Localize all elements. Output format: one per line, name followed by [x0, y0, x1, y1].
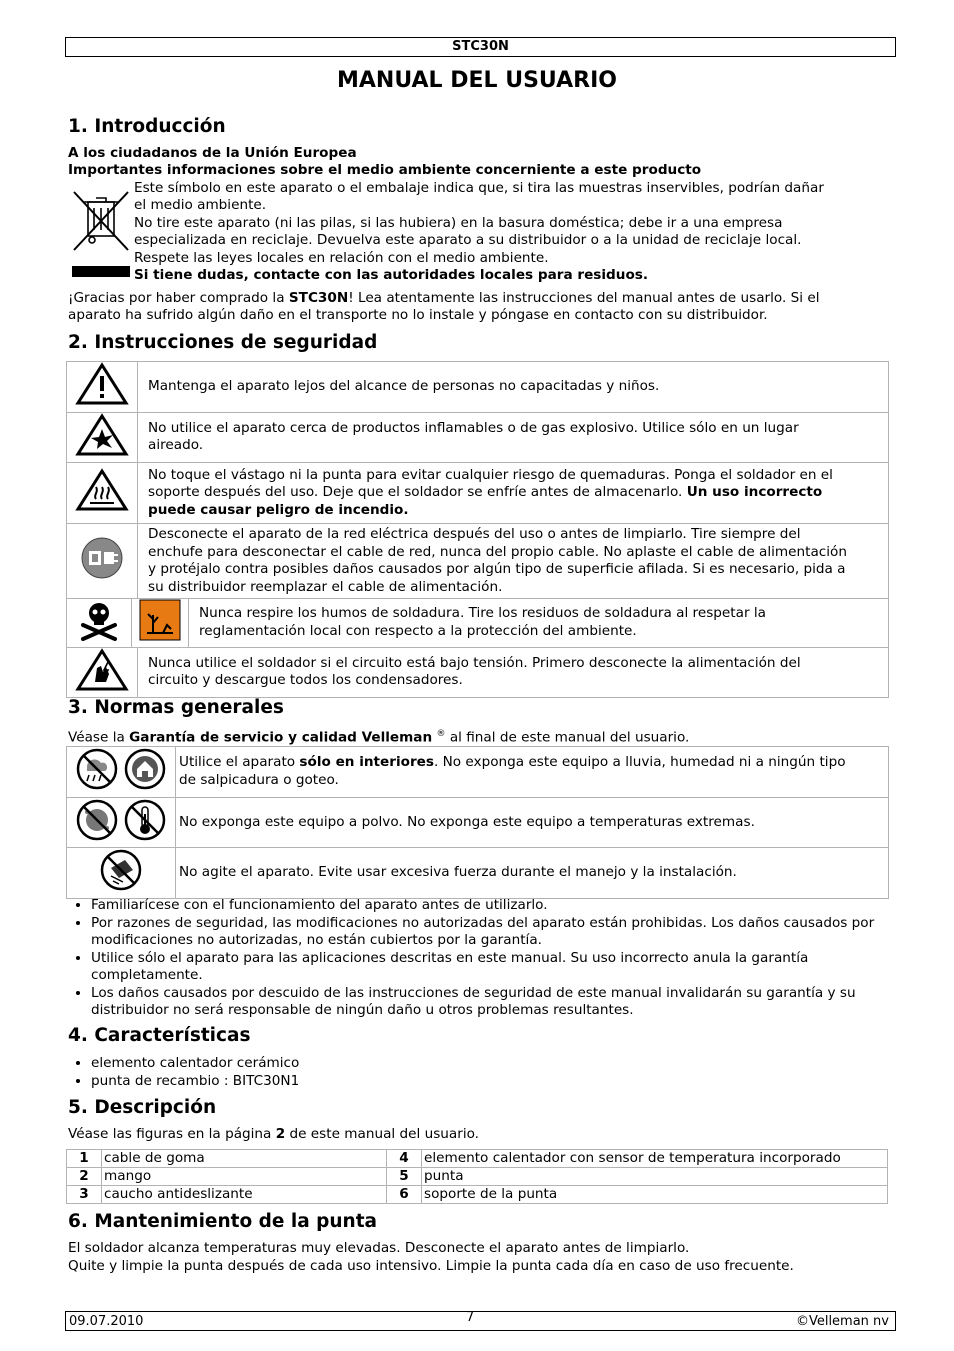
unplug-icon [80, 536, 124, 580]
no-live-circuit-icon [75, 648, 129, 692]
safety-row [67, 647, 889, 698]
part-label: soporte de la punta [422, 1186, 888, 1204]
list-item: • elemento calentador cerámico [91, 1055, 891, 1073]
part-label: caucho antideslizante [102, 1186, 387, 1204]
maintenance-line-2: Quite y limpie la punta después de cada uso intensivo. Limpie la punta cada día en caso de uso frecuente. [68, 1258, 794, 1274]
safety-toxic-inner [67, 599, 888, 647]
safety-text-line [148, 484, 885, 502]
thanks-line-2: aparato ha sufrido algún daño en el transporte no lo instale y póngase en contacto con su distribuidor. [68, 307, 768, 323]
general-table [66, 746, 889, 899]
no-shaking-icon [99, 848, 143, 892]
safety-warning-bold: Un uso incorrecto [686, 484, 823, 501]
registered-mark: ® [436, 729, 446, 739]
list-item: • Los daños causados por descuido de las instrucciones de seguridad de este manual invalidarán su garantía y su distribuidor no será responsable de ningún daño u otros problemas resultantes. [91, 985, 891, 1020]
safety-icon-cell [132, 599, 189, 647]
features-list [68, 1055, 891, 1090]
general-text-cell [176, 797, 889, 848]
safety-text-cell [138, 463, 889, 524]
part-number: 5 [387, 1168, 422, 1186]
general-row [67, 848, 889, 899]
no-rain-icon [73, 747, 169, 791]
section-heading-features: 4. Características [68, 1025, 251, 1046]
safety-text-line: y protéjalo contra posibles daños causados por algún tipo de superficie afilada. Si es necesario, pida a [148, 561, 846, 577]
warranty-ref-pre: Véase la [68, 729, 130, 746]
no-extreme-temperature-icon [126, 801, 164, 839]
safety-warning-bold: puede causar peligro de incendio. [148, 501, 409, 518]
thanks-line-1 [68, 290, 819, 308]
safety-text-line: su distribuidor reemplazar el cable de alimentación. [148, 578, 503, 595]
header-model-box [65, 37, 896, 57]
weee-contact-bold: Si tiene dudas, contacte con las autoridades locales para residuos. [134, 267, 649, 283]
page-number: 7 [466, 1310, 475, 1325]
general-bullet-list [68, 897, 891, 1020]
list-item: • Familiarícese con el funcionamiento del aparato antes de utilizarlo. [91, 897, 891, 915]
weee-text-line-4: especializada en reciclaje. Devuelva este aparato a su distribuidor o a la unidad de reciclaje local. [134, 232, 802, 248]
part-number: 3 [67, 1186, 102, 1204]
safety-text-line: No toque el vástago ni la punta para evitar cualquier riesgo de quemaduras. Ponga el soldador en el [148, 466, 833, 483]
footer-date: 09.07.2010 [69, 1314, 144, 1329]
list-item: • Por razones de seguridad, las modificaciones no autorizadas del aparato están prohibidas. Los daños causados por modificaciones no autorizadas, no están cubiertos por la garantía. [91, 915, 891, 950]
explosive-icon [75, 413, 129, 457]
safety-toxic-cell [67, 599, 889, 648]
figures-ref-post: de este manual del usuario. [285, 1126, 479, 1142]
no-dust-icon [73, 798, 169, 842]
figures-ref-pre: Véase las figuras en la página [68, 1126, 276, 1142]
safety-row [67, 362, 889, 413]
weee-bin-icon [70, 188, 132, 280]
hot-surface-icon [75, 468, 129, 512]
safety-text-line: circuito y descargue todos los condensadores. [148, 672, 463, 689]
general-text-cell [176, 848, 889, 899]
weee-text-line-5: Respete las leyes locales en relación con el medio ambiente. [134, 250, 549, 266]
indoor-use-icon [126, 750, 164, 788]
footer-copyright: ©Velleman nv [795, 1314, 889, 1329]
weee-text-line-2: el medio ambiente. [134, 197, 267, 213]
safety-icon-cell [67, 362, 138, 413]
safety-row [67, 463, 889, 524]
environment-hazard-icon [139, 599, 181, 641]
safety-text-cell [189, 599, 889, 647]
safety-text-cell [138, 647, 889, 698]
warning-icon [75, 362, 129, 406]
figures-reference [68, 1126, 479, 1144]
environment-info-title: Importantes informaciones sobre el medio ambiente concerniente a este producto [68, 162, 702, 178]
indoor-only-bold: sólo en interiores [299, 754, 434, 771]
general-text-line: de salpicadura o goteo. [179, 771, 339, 788]
safety-text-line: Desconecte el aparato de la red eléctrica después del uso o antes de limpiarlo. Tire siempre del [148, 526, 801, 542]
part-number: 2 [67, 1168, 102, 1186]
footer-box [65, 1311, 896, 1331]
general-icon-cell [67, 747, 176, 798]
general-text-span: Utilice el aparato [179, 754, 300, 771]
general-row [67, 747, 889, 798]
parts-table [66, 1149, 888, 1204]
part-number: 1 [67, 1150, 102, 1168]
part-label: mango [102, 1168, 387, 1186]
general-text-line: No exponga este equipo a polvo. No exponga este equipo a temperaturas extremas. [179, 813, 755, 830]
general-text-line [179, 754, 885, 772]
table-row [67, 1186, 888, 1204]
safety-icon-cell [67, 647, 138, 698]
thanks-post: ! Lea atentamente las instrucciones del manual antes de usarlo. Si el [348, 290, 820, 306]
safety-text-cell [138, 524, 889, 599]
safety-icon-cell [67, 463, 138, 524]
safety-text-line: No utilice el aparato cerca de productos inflamables o de gas explosivo. Utilice sólo en un lugar [148, 419, 799, 436]
list-item: • Utilice sólo el aparato para las aplicaciones descritas en este manual. Su uso incorrecto anula la garantía completamente. [91, 950, 891, 985]
section-heading-maintenance: 6. Mantenimiento de la punta [68, 1211, 378, 1232]
section-heading-general: 3. Normas generales [68, 697, 284, 718]
part-number: 4 [387, 1150, 422, 1168]
safety-text-line: Nunca respire los humos de soldadura. Tire los residuos de soldadura al respetar la [199, 605, 766, 622]
part-number: 6 [387, 1186, 422, 1204]
safety-icon-cell [67, 599, 132, 647]
warranty-ref-post: al final de este manual del usuario. [445, 729, 690, 746]
thanks-pre: ¡Gracias por haber comprado la [68, 290, 289, 306]
general-row [67, 797, 889, 848]
general-icon-cell [67, 797, 176, 848]
part-label: cable de goma [102, 1150, 387, 1168]
maintenance-line-1: El soldador alcanza temperaturas muy elevadas. Desconecte el aparato antes de limpiarlo. [68, 1240, 690, 1256]
safety-table [66, 361, 889, 698]
table-row [67, 1168, 888, 1186]
section-heading-safety: 2. Instrucciones de seguridad [68, 332, 378, 353]
safety-icon-cell [67, 412, 138, 463]
general-text-line: No agite el aparato. Evite usar excesiva fuerza durante el manejo y la instalación. [179, 864, 737, 880]
safety-text-cell [138, 412, 889, 463]
general-icon-cell [67, 848, 176, 899]
safety-row [67, 412, 889, 463]
list-item: • punta de recambio : BITC30N1 [91, 1073, 891, 1091]
safety-text-line: aireado. [148, 437, 204, 454]
safety-row [67, 524, 889, 599]
safety-text-line: reglamentación local con respecto a la protección del ambiente. [199, 622, 637, 639]
document-title: MANUAL DEL USUARIO [337, 68, 617, 93]
part-label: elemento calentador con sensor de temperatura incorporado [422, 1150, 888, 1168]
safety-text-cell [138, 362, 889, 413]
figures-ref-page: 2 [275, 1126, 286, 1142]
safety-row [67, 599, 889, 648]
general-text-cell [176, 747, 889, 798]
safety-text-line: enchufe para desconectar el cable de red, nunca del propio cable. No aplaste el cable de alimentación [148, 543, 847, 560]
safety-text-line: Mantenga el aparato lejos del alcance de personas no capacitadas y niños. [148, 378, 660, 394]
header-model: STC30N [452, 39, 509, 54]
safety-icon-cell [67, 524, 138, 599]
general-text-span: . No exponga este equipo a lluvia, humedad ni a ningún tipo [433, 754, 846, 771]
warranty-reference [68, 726, 689, 747]
eu-citizens-title: A los ciudadanos de la Unión Europea [68, 145, 357, 161]
weee-text-line-1: Este símbolo en este aparato o el embalaje indica que, si tira las muestras inservibles, podrían dañar [134, 180, 824, 196]
toxic-icon [79, 599, 119, 641]
section-heading-introduction: 1. Introducción [68, 116, 226, 137]
warranty-ref-bold: Garantía de servicio y calidad Velleman [129, 729, 433, 746]
table-row [67, 1150, 888, 1168]
section-heading-description: 5. Descripción [68, 1097, 217, 1118]
safety-text-span: soporte después del uso. Deje que el soldador se enfríe antes de almacenarlo. [148, 484, 687, 501]
weee-text-line-3: No tire este aparato (ni las pilas, si las hubiera) en la basura doméstica; debe ir a una empresa [134, 215, 783, 231]
safety-text-line: Nunca utilice el soldador si el circuito está bajo tensión. Primero desconecte la alimentación del [148, 654, 801, 671]
part-label: punta [422, 1168, 888, 1186]
thanks-model: STC30N [288, 290, 349, 306]
